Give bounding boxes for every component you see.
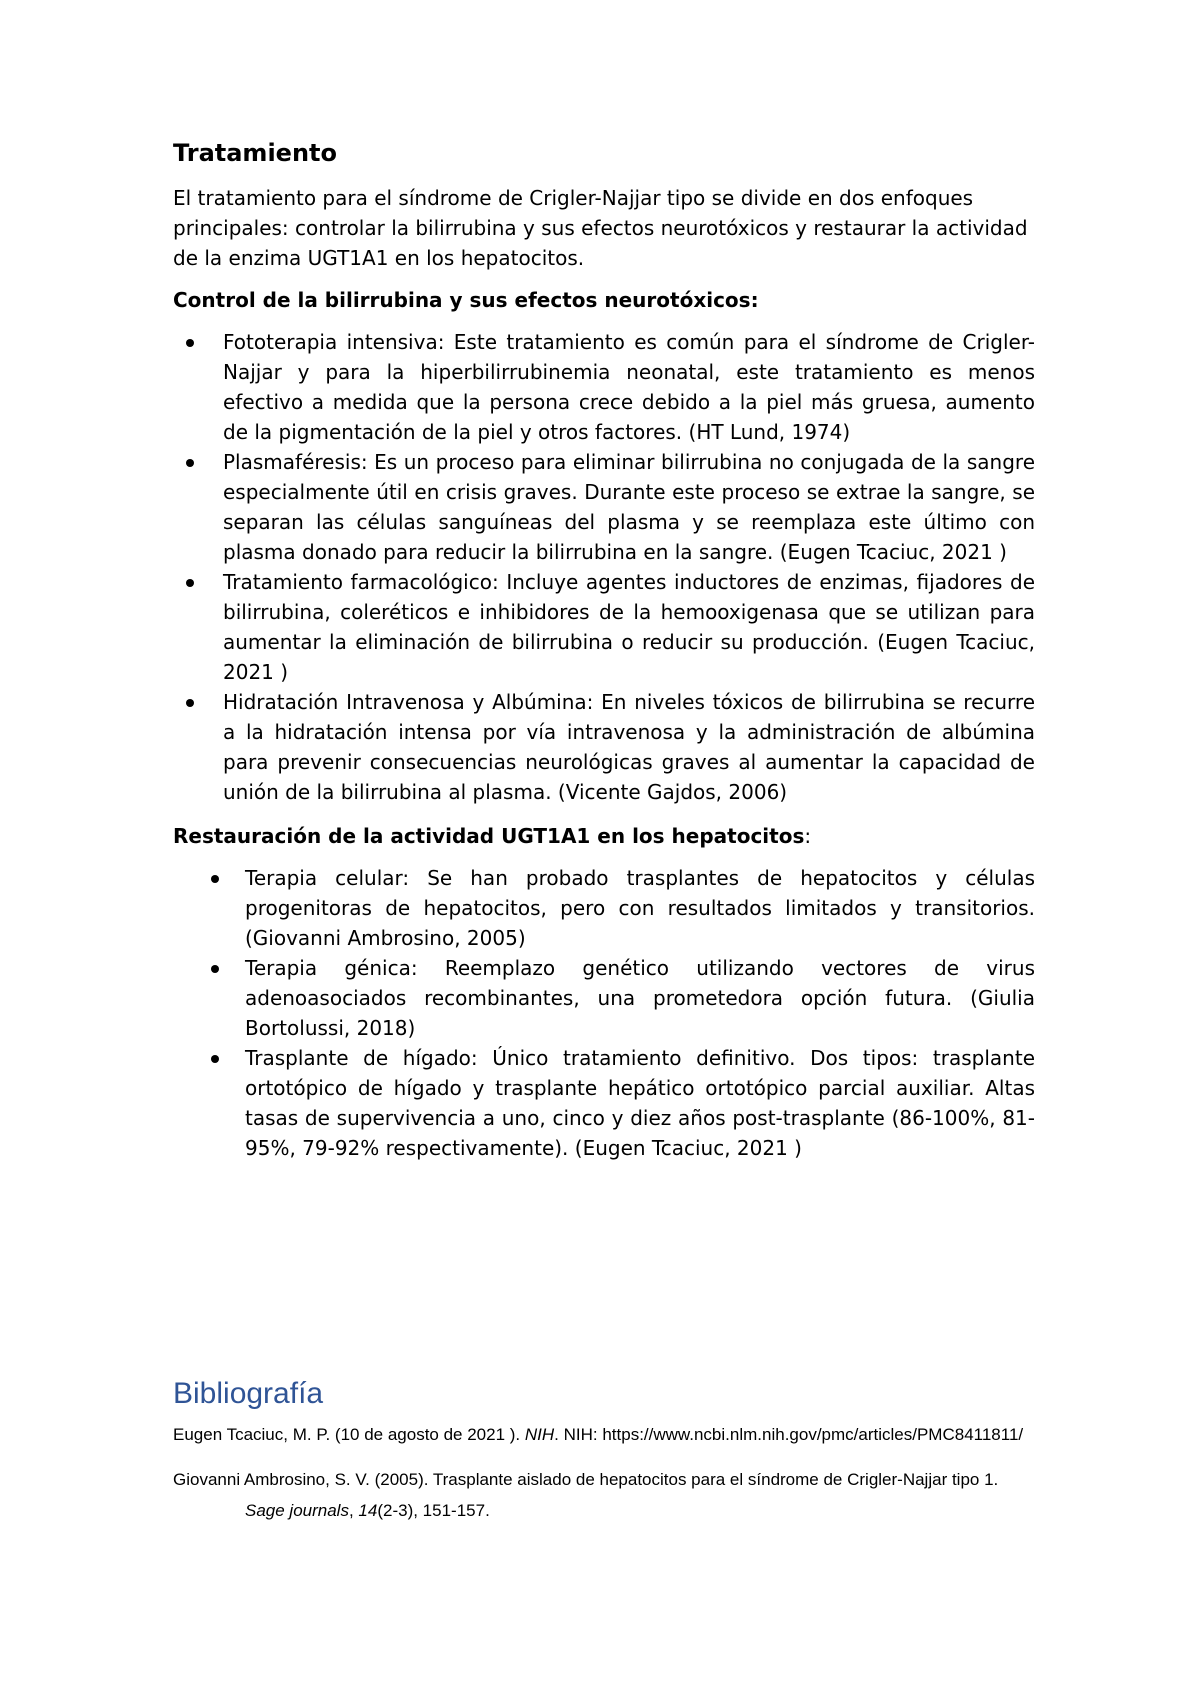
list-item-text: Trasplante de hígado: Único tratamiento definitivo. Dos tipos: trasplante ortotópico de hígado y trasplante hepático ortotópico parcial auxiliar. Altas tasas de supervivencia a uno, cinco y diez años post-trasplante (86-100%, 81-95%, 79-92% respectivamente). (Eugen Tcaciuc, 2021 ) [245, 1046, 1035, 1161]
section-title-tratamiento: Tratamiento [173, 139, 337, 167]
reference-text: , [348, 1500, 359, 1520]
list-item-text: Hidratación Intravenosa y Albúmina: En niveles tóxicos de bilirrubina se recurre a la hidratación intensa por vía intravenosa y la administración de albúmina para prevenir consecuencias neurológicas graves al aumentar la capacidad de unión de la bilirrubina al plasma. (Vicente Gajdos, 2006) [223, 690, 1035, 805]
reference-source: NIH [524, 1424, 555, 1444]
bullet-icon [211, 875, 219, 883]
list-item [173, 863, 1035, 953]
restore-heading [173, 821, 1035, 851]
reference-volume: 14 [358, 1500, 378, 1520]
list-item-text: Plasmaféresis: Es un proceso para eliminar bilirrubina no conjugada de la sangre especialmente útil en crisis graves. Durante este proceso se extrae la sangre, se separan las células sanguíneas del plasma y se reemplaza este último con plasma donado para reducir la bilirrubina en la sangre. (Eugen Tcaciuc, 2021 ) [223, 450, 1035, 565]
list-item [173, 327, 1035, 447]
list-item [173, 687, 1035, 807]
reference-text: Giovanni Ambrosino, S. V. (2005). Trasplante aislado de hepatocitos para el síndrome de Crigler-Najjar tipo 1. [173, 1469, 999, 1489]
list-item [173, 1043, 1035, 1163]
reference-entry [173, 1419, 1035, 1450]
control-heading: Control de la bilirrubina y sus efectos neurotóxicos: [173, 288, 759, 313]
bibliography-section [173, 1375, 1035, 1540]
bullet-icon [211, 1055, 219, 1063]
bullet-icon [186, 699, 194, 707]
bibliography-title: Bibliografía [173, 1377, 324, 1410]
list-item [173, 447, 1035, 567]
bullet-icon [186, 579, 194, 587]
reference-source: Sage journals [245, 1500, 349, 1520]
restore-list [173, 863, 1035, 1163]
reference-text: Eugen Tcaciuc, M. P. (10 de agosto de 2021 ). [173, 1424, 525, 1444]
list-item-text: Tratamiento farmacológico: Incluye agentes inductores de enzimas, fijadores de bilirrubina, coleréticos e inhibidores de la hemooxigenasa que se utilizan para aumentar la eliminación de bilirrubina o reducir su producción. (Eugen Tcaciuc, 2021 ) [223, 570, 1035, 685]
restore-heading-colon: : [804, 824, 812, 849]
list-item [173, 567, 1035, 687]
list-item-text: Fototerapia intensiva: Este tratamiento es común para el síndrome de Crigler-Najjar y para la hiperbilirrubinemia neonatal, este tratamiento es menos efectivo a medida que la persona crece debido a la piel más gruesa, aumento de la pigmentación de la piel y otros factores. (HT Lund, 1974) [223, 330, 1035, 445]
reference-text: (2-3), 151-157. [377, 1500, 490, 1520]
control-list [173, 327, 1035, 807]
list-item-text: Terapia celular: Se han probado trasplantes de hepatocitos y células progenitoras de hepatocitos, pero con resultados limitados y transitorios. (Giovanni Ambrosino, 2005) [245, 866, 1035, 951]
treatment-section [173, 138, 1035, 1177]
list-item [173, 953, 1035, 1043]
list-item-text: Terapia génica: Reemplazo genético utilizando vectores de virus adenoasociados recombinantes, una prometedora opción futura. (Giulia Bortolussi, 2018) [245, 956, 1035, 1041]
bullet-icon [211, 965, 219, 973]
bullet-icon [186, 459, 194, 467]
intro-paragraph: El tratamiento para el síndrome de Crigler-Najjar tipo se divide en dos enfoques principales: controlar la bilirrubina y sus efectos neurotóxicos y restaurar la actividad de la enzima UGT1A1 en los hepatocitos. [173, 186, 1028, 271]
restore-heading-text: Restauración de la actividad UGT1A1 en los hepatocitos [173, 824, 805, 849]
bullet-icon [186, 339, 194, 347]
reference-entry [173, 1464, 1035, 1526]
reference-text: . NIH: https://www.ncbi.nlm.nih.gov/pmc/articles/PMC8411811/ [554, 1424, 1024, 1444]
